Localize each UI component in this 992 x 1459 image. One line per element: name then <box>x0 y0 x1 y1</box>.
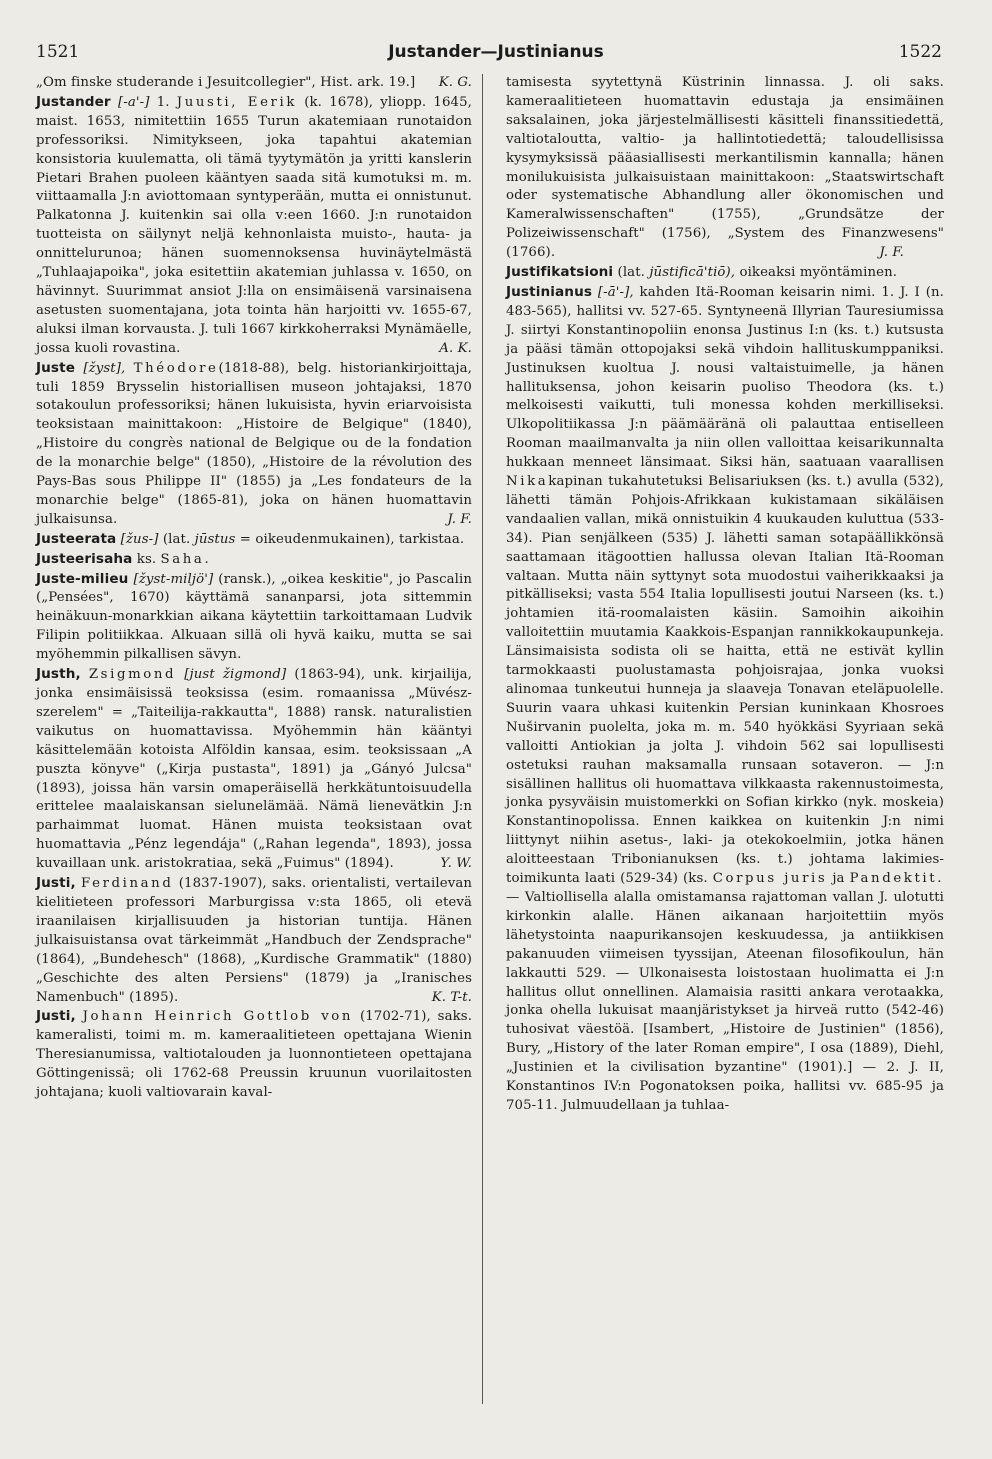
running-title: Justander—Justinianus <box>388 42 604 62</box>
entry-continuation: tamisesta syytettynä Küstrinin linnassa. J. oli saks. kameraalitieteen huomattavin edustaja ja ensimäinen saksalainen, joka järjestelmällisesti käsitteli finanssitiedettä, valtiotaloutta, valtio- ja hallintotiedettä; taloudellisissa kysymyksissä pääasiallisesti merkantilismin kannalla; hänen monilukuisista julkaisuistaan mainittakoon: „Staatswirtschaft oder systematische Abhandlung aller ökonomischen und Kameralwissenschaften" (1755), „Grundsätze der Polizeiwissenschaft" (1756), „System des Finanzwesens" (1766). J. F. <box>506 74 944 263</box>
spaced-name: Ferdinand <box>81 876 174 892</box>
pronunciation: [žyst-miljö'] <box>133 571 214 587</box>
pronunciation: [žyst], <box>83 360 126 376</box>
headword: Juste-milieu <box>36 570 129 587</box>
headword: Juste <box>36 359 76 376</box>
headword: Justeerata <box>36 530 117 547</box>
page-number-left: 1521 <box>36 42 80 62</box>
spaced-term: Nika <box>506 474 549 490</box>
page-number-right: 1522 <box>898 42 942 62</box>
entry-justh: Justh, Zsigmond [just žigmond] (1863-94), unk. kirjailija, jonka ensimäisissä teoksissa (esim. romaanissa „Müvész-szerelem" = „Taiteilija-rakkautta", 1888) ransk. naturalistien vaikutus on huomattavissa. Myöhemmin hän kääntyi käsittelemään kotoista Alföldin kansaa, esim. teoksissaan „A puszta könyve" („Kirja pustasta", 1891) ja „Gányó Julcsa" (1893), joissa hän varsin omaperäisellä herkkätuntoisuudella erittelee maalaiskansan sielunelämää. Nämä lienevätkin J:n parhaimmat luomat. Hänen muista teoksistaan ovat huomattavia „Pénz legendája" („Rahan legenda", 1893), jossa kuvaillaan unk. aristokratiaa, sekä „Fuimus" (1894). Y. W. <box>36 665 472 874</box>
latin-term: jūstificā'tiō), <box>649 265 736 281</box>
headword: Justi, <box>36 1008 76 1025</box>
entry-justeerisaha: Justeerisaha ks. Saha. <box>36 550 212 567</box>
pronunciation: [-ā'-], <box>597 284 634 300</box>
entry-juste-milieu: Juste-milieu [žyst-miljö'] (ransk.), „oikea keskitie", jo Pascalin („Pensées", 1670) käyttämä sananparsi, jota sittemmin heinäkuun-monarkkian aikana käytettiin tarkoittamaan Ludvik Filipin politiikkaa. Alkuaan sillä oli hyvä kaiku, mutta se sai myöhemmin pilkallisen sävyn. <box>36 570 473 663</box>
entry-continuation: „Om finske studerande i Jesuitcollegier", Hist. ark. 19.] K. G. <box>36 74 472 93</box>
headword: Justifikatsioni <box>506 264 614 281</box>
entry-justi-ferdinand: Justi, Ferdinand (1837-1907), saks. orientalisti, vertailevan kielitieteen professori Marburgissa v:sta 1865, oli etevä iraanilaisen kirjallisuuden ja historian tuntija. Hänen julkaisuistansa ovat tärkeimmät „Handbuch der Zendsprache" (1864), „Bundehesch" (1868), „Kurdische Grammatik" (1880) „Geschichte des alten Persiens" (1879) ja „Iranisches Namenbuch" (1895). K. T-t. <box>36 874 472 1007</box>
page-header <box>0 40 992 70</box>
cross-reference: Pandektit. <box>849 871 945 887</box>
pronunciation: [just žigmond] <box>184 667 287 683</box>
author-signature: J. F. <box>879 245 904 261</box>
author-signature: Y. W. <box>440 856 472 872</box>
entry-justander: Justander [-a'-] 1. Juusti, Eerik (k. 1678), yliopp. 1645, maist. 1653, nimitettiin 1655 Turun akatemiaan runotaidon professoriksi. Nimitykseen, joka tapahtui akatemian konsistoria kuulematta, oli tämä tyytymätön ja yritti kanslerin Pietari Brahen puoleen kääntyen saada sitä kumotuksi m. m. viittaamalla J:n aviottomaan syntyperään, mutta ei onnistunut. Palkatonna J. kuitenkin sai olla v:een 1660. J:n runotaidon tuotteista on säilynyt neljä kehnonlaista muisto-, hauta- ja onnittelurunoa; hänen suomennoksensa huvinäytelmästä „Tuhlaajapoika", joka esitettiin akatemian juhlassa v. 1650, on hävinnyt. Suurimmat ansiot J:lla on ensimäisenä varsinaisena asetusten suomentajana, jota tointa hän harjoitti vv. 1655-67, aluksi ilman korvausta. J. tuli 1667 kirkkoherraksi Mynämäelle, jossa kuoli rovastina. A. K. <box>36 93 472 359</box>
entry-juste: Juste [žyst], Théodore(1818-88), belg. historiankirjoittaja, tuli 1859 Brysselin historiallisen museon johtajaksi, 1870 sotakoulun professoriksi; hänen lukuisista, hyvin eriarvoisista teoksistaan mainittakoon: „Histoire de Belgique" (1840), „Histoire du congrès national de Belgique ou de la fondation de la monarchie belge" (1850), „Histoire de la révolution des Pays-Bas sous Philippe II" (1855) ja „Les fondateurs de la monarchie belge" (1865-81), joka on hänen huomattavin julkaisunsa. J. F. <box>36 359 472 530</box>
spaced-name: Juusti, Eerik <box>176 94 298 110</box>
spaced-name: Théodore <box>133 360 219 376</box>
author-signature: K. G. <box>438 75 472 90</box>
spaced-name: Johann Heinrich Gottlob von <box>82 1009 354 1025</box>
author-signature: J. F. <box>447 511 472 527</box>
pronunciation: [žus-] <box>120 531 159 547</box>
right-column <box>506 74 944 1116</box>
headword: Justander <box>36 93 111 110</box>
spaced-name: Zsigmond <box>88 667 177 683</box>
author-signature: A. K. <box>439 340 472 356</box>
entry-justifikatsioni: Justifikatsioni (lat. jūstificā'tiō), oikeaksi myöntäminen. <box>506 264 898 281</box>
pronunciation: [-a'-] <box>117 94 150 110</box>
column-divider <box>482 74 483 1404</box>
entry-justinianus: Justinianus [-ā'-], kahden Itä-Rooman keisarin nimi. 1. J. I (n. 483-565), hallitsi vv. 527-65. Syntyneenä Illyrian Tauresiumissa J. siirtyi Konstantinopoliin enonsa Justinus I:n (ks. t.) kutsusta ja pääsi tämän ottopojaksi sekä vihdoin hallituskumppaniksi. Justinuksen kuoltua J. nousi valtaistuimelle, ja hänen hallituksensa, johon keisarin puoliso Theodora (ks. t.) melkoisesti vaikutti, tuli monessa kohden merkilliseksi. Ulkopolitiikassa J:n päämääränä oli palauttaa entiselleen Rooman maailmanvalta ja niin ollen valloittaa keisarikunnalta hukkaan menneet länsimaat. Siksi hän, saatuaan vaarallisen Nikakapinan tukahutetuksi Belisariuksen (ks. t.) avulla (532), lähetti tämän Pohjois-Afrikkaan kukistamaan sikäläisen vandaalien vallan, mikä onnistuikin 4 kuukauden kuluttua (533-34). Pian senjälkeen (535) J. lähetti saman sotapäällikkönsä saattamaan itägoottien hallussa olevan Italian Itä-Rooman valtaan. Mutta näin syttynyt sota muodostui vaiherikkaaksi ja pitkälliseksi; vasta 554 Italia lopullisesti joutui Narseen (ks. t.) johtamien itä-roomalaisten käsiin. Samoihin aikoihin valloitettiin muutamia Kaakkois-Espanjan rannikkokaupunkeja. Länsimaisista sodista oli se haitta, että ne estivät kyllin tarmokkaasti puolustamasta pohjoisrajaa, jonka vuoksi alinomaa tunkeutui hunneja ja slaaveja Tonavan eteläpuolelle. Suurin vaara uhkasi kuitenkin Persian kuninkaan Khosroes Nuširvanin puolelta, joka m. m. 540 hyökkäsi Syyriaan sekä valloitti Antiokian ja jolta J. vihdoin 562 sai lopullisesti ostetuksi rauhan maksamalla runsaan sotaveron. — J:n sisällinen hallitus oli huomattava vilkkaasta rakennustoimesta, jonka pysyväisin muistomerkki on Sofian kirkko (nyk. moskeia) Konstantinopolissa. Ennen kaikkea on kuitenkin J:n nimi liittynyt niihin asetus-, laki- ja otekokoelmiin, jotka hänen aloitteestaan Tribonianuksen (ks. t.) johtama lakimies-toimikunta laati (529-34) (ks. Corpus juris ja Pandektit. — Valtiollisella alalla omistamansa rajattoman vallan J. ulotutti kirkonkin alalle. Hänen aikanaan harjoitettiin myös lähetystointa naapurikansojen keskuudessa, ja antiikkisen pakanuuden viimeisen tyyssijan, Ateenan filosofikoulun, hän lakkautti 529. — Ulkonaisesta loistostaan huolimatta ei J:n hallitus ollut onnellinen. Alamaisia rasitti ankara verotaakka, jonka ohella lukuisat maanjäristykset ja hirveä rutto (542-46) tuhosivat väestöä. [Isambert, „Histoire de Justinien" (1856), Bury, „History of the later Roman empire", I osa (1889), Diehl, „Justinien et la civilisation byzantine" (1901).] — 2. J. II, Konstantinos IV:n Pogonatoksen poika, hallitsi vv. 685-95 ja 705-11. Julmuudellaan ja tuhlaa- <box>506 283 945 1113</box>
headword: Justh, <box>36 666 81 683</box>
headword: Justi, <box>36 875 76 892</box>
left-column <box>36 74 472 1103</box>
headword: Justeerisaha <box>36 550 133 567</box>
entry-justi-johann: Justi, Johann Heinrich Gottlob von (1702-71), saks. kameralisti, toimi m. m. kameraalitieteen opettajana Wienin Theresianumissa, valtiotalouden ja luonnontieteen opettajana Göttingenissä; oli 1762-68 Preussin kruunun vuorilaitosten johtajana; kuoli valtiovarain kaval- <box>36 1008 473 1101</box>
cross-reference: Saha. <box>160 551 212 567</box>
author-signature: K. T-t. <box>431 989 472 1005</box>
entry-justeerata: Justeerata [žus-] (lat. jūstus = oikeudenmukainen), tarkistaa. <box>36 530 465 547</box>
headword: Justinianus <box>506 283 593 300</box>
latin-term: jūstus <box>194 531 236 547</box>
cross-reference: Corpus juris <box>712 871 828 887</box>
